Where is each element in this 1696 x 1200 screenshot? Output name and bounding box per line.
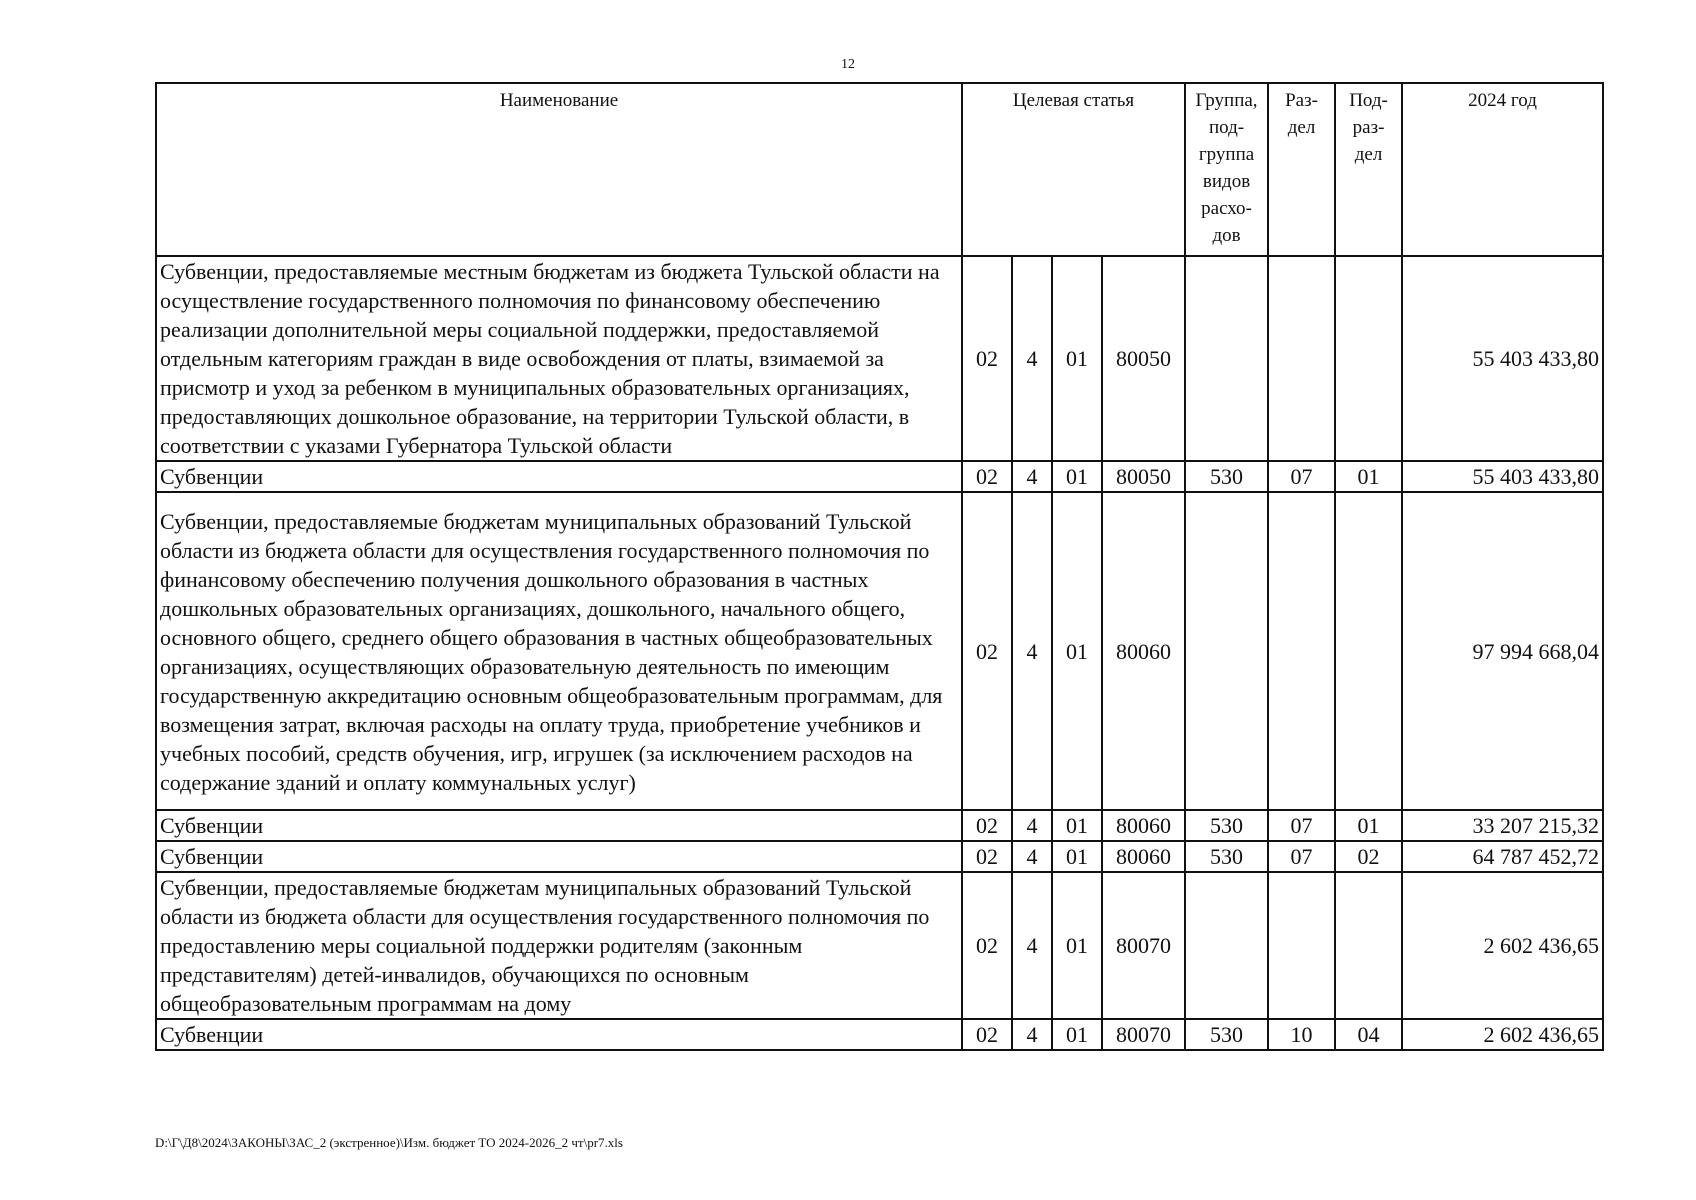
target-code-2: 4 bbox=[1012, 1019, 1052, 1050]
expense-group: 530 bbox=[1185, 810, 1268, 841]
amount-2024: 97 994 668,04 bbox=[1402, 492, 1603, 810]
target-code-3: 01 bbox=[1052, 461, 1102, 492]
target-code-1: 02 bbox=[962, 841, 1012, 872]
expense-group: 530 bbox=[1185, 841, 1268, 872]
header-row bbox=[156, 83, 1603, 256]
target-code-1: 02 bbox=[962, 1019, 1012, 1050]
subsection bbox=[1335, 872, 1402, 1019]
section: 10 bbox=[1268, 1019, 1335, 1050]
subsection bbox=[1335, 492, 1402, 810]
amount-2024: 55 403 433,80 bbox=[1402, 256, 1603, 461]
target-code-3: 01 bbox=[1052, 872, 1102, 1019]
expense-group bbox=[1185, 492, 1268, 810]
expense-group: 530 bbox=[1185, 461, 1268, 492]
target-code-3: 01 bbox=[1052, 1019, 1102, 1050]
header-subsection: Под-раз-дел bbox=[1335, 83, 1402, 256]
row-name: Субвенции bbox=[156, 810, 962, 841]
target-code-2: 4 bbox=[1012, 841, 1052, 872]
amount-2024: 55 403 433,80 bbox=[1402, 461, 1603, 492]
budget-table bbox=[155, 82, 1604, 1051]
target-code-1: 02 bbox=[962, 256, 1012, 461]
expense-group bbox=[1185, 872, 1268, 1019]
section: 07 bbox=[1268, 841, 1335, 872]
subsection bbox=[1335, 256, 1402, 461]
table-row bbox=[156, 810, 1603, 841]
target-code-2: 4 bbox=[1012, 492, 1052, 810]
target-code-1: 02 bbox=[962, 872, 1012, 1019]
table-row bbox=[156, 256, 1603, 461]
target-code-1: 02 bbox=[962, 492, 1012, 810]
target-code-3: 01 bbox=[1052, 492, 1102, 810]
target-code-4: 80060 bbox=[1102, 492, 1185, 810]
section: 07 bbox=[1268, 461, 1335, 492]
table-row bbox=[156, 1019, 1603, 1050]
subsection: 02 bbox=[1335, 841, 1402, 872]
amount-2024: 2 602 436,65 bbox=[1402, 872, 1603, 1019]
target-code-4: 80070 bbox=[1102, 872, 1185, 1019]
row-name: Субвенции, предоставляемые бюджетам муниципальных образований Тульской области из бюджета области для осуществления государственного полномочия по финансовому обеспечению получения дошкольного образования в частных дошкольных образовательных организациях, дошкольного, начального общего, основного общего, среднего общего образования в частных общеобразовательных организациях, осуществляющих образовательную деятельность по имеющим государственную аккредитацию основным общеобразовательным программам, для возмещения затрат, включая расходы на оплату труда, приобретение учебников и учебных пособий, средств обучения, игр, игрушек (за исключением расходов на содержание зданий и оплату коммунальных услуг) bbox=[156, 492, 962, 810]
amount-2024: 2 602 436,65 bbox=[1402, 1019, 1603, 1050]
amount-2024: 64 787 452,72 bbox=[1402, 841, 1603, 872]
header-name: Наименование bbox=[156, 83, 962, 256]
target-code-2: 4 bbox=[1012, 810, 1052, 841]
row-name: Субвенции bbox=[156, 1019, 962, 1050]
header-year-2024: 2024 год bbox=[1402, 83, 1603, 256]
target-code-1: 02 bbox=[962, 810, 1012, 841]
target-code-3: 01 bbox=[1052, 810, 1102, 841]
header-target-article: Целевая статья bbox=[962, 83, 1185, 256]
target-code-4: 80050 bbox=[1102, 461, 1185, 492]
subsection: 01 bbox=[1335, 810, 1402, 841]
expense-group: 530 bbox=[1185, 1019, 1268, 1050]
row-name: Субвенции bbox=[156, 461, 962, 492]
subsection: 01 bbox=[1335, 461, 1402, 492]
section bbox=[1268, 492, 1335, 810]
target-code-4: 80060 bbox=[1102, 810, 1185, 841]
row-name: Субвенции, предоставляемые местным бюджетам из бюджета Тульской области на осуществление государственного полномочия по финансовому обеспечению реализации дополнительной меры социальной поддержки, предоставляемой отдельным категориям граждан в виде освобождения от платы, взимаемой за присмотр и уход за ребенком в муниципальных образовательных организациях, предоставляющих дошкольное образование, на территории Тульской области, в соответствии с указами Губернатора Тульской области bbox=[156, 256, 962, 461]
target-code-4: 80050 bbox=[1102, 256, 1185, 461]
section bbox=[1268, 872, 1335, 1019]
page-number: 12 bbox=[841, 57, 855, 72]
amount-2024: 33 207 215,32 bbox=[1402, 810, 1603, 841]
table-row bbox=[156, 872, 1603, 1019]
table-row bbox=[156, 492, 1603, 810]
row-name: Субвенции bbox=[156, 841, 962, 872]
target-code-3: 01 bbox=[1052, 256, 1102, 461]
expense-group bbox=[1185, 256, 1268, 461]
table-row bbox=[156, 461, 1603, 492]
target-code-1: 02 bbox=[962, 461, 1012, 492]
header-section: Раз-дел bbox=[1268, 83, 1335, 256]
target-code-2: 4 bbox=[1012, 872, 1052, 1019]
row-name: Субвенции, предоставляемые бюджетам муниципальных образований Тульской области из бюджета области для осуществления государственного полномочия по предоставлению меры социальной поддержки родителям (законным представителям) детей-инвалидов, обучающихся по основным общеобразовательным программам на дому bbox=[156, 872, 962, 1019]
subsection: 04 bbox=[1335, 1019, 1402, 1050]
footer-file-path: D:\Г\Д8\2024\ЗАКОНЫ\ЗАС_2 (экстренное)\Изм. бюджет ТО 2024-2026_2 чт\pr7.xls bbox=[155, 1135, 623, 1150]
target-code-4: 80070 bbox=[1102, 1019, 1185, 1050]
section: 07 bbox=[1268, 810, 1335, 841]
target-code-3: 01 bbox=[1052, 841, 1102, 872]
target-code-2: 4 bbox=[1012, 256, 1052, 461]
header-expense-group: Группа, под-группа видов расхо-дов bbox=[1185, 83, 1268, 256]
section bbox=[1268, 256, 1335, 461]
target-code-4: 80060 bbox=[1102, 841, 1185, 872]
target-code-2: 4 bbox=[1012, 461, 1052, 492]
table-row bbox=[156, 841, 1603, 872]
